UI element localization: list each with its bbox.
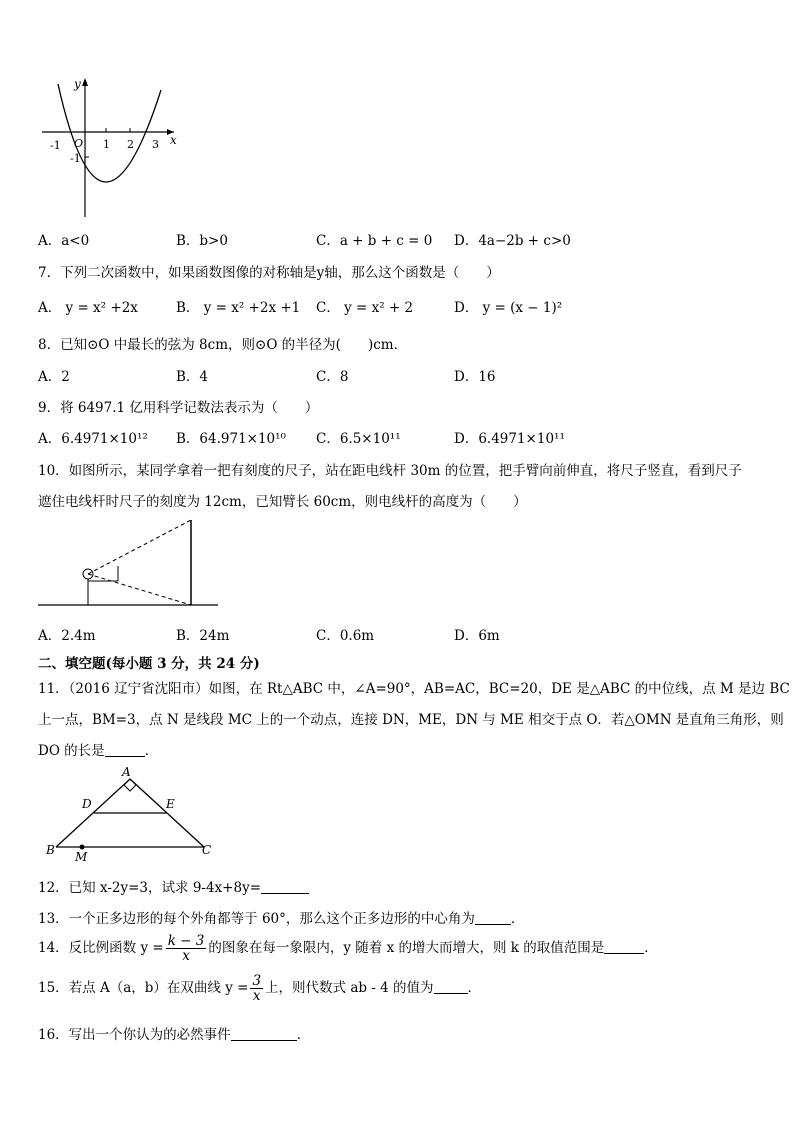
- q13-end: ．: [510, 911, 525, 927]
- q9-option-b: B．64.971×10¹⁰: [176, 431, 286, 447]
- label-b: B: [46, 843, 55, 857]
- graph-2-label: 2: [127, 138, 134, 151]
- q9-option-a: A．6.4971×10¹²: [38, 431, 148, 447]
- q8-option-d: D．16: [454, 369, 496, 385]
- q9-option-d: D．6.4971×10¹¹: [454, 431, 565, 447]
- q10-option-d: D．6m: [454, 628, 500, 644]
- q14-answer-blank[interactable]: [604, 939, 644, 954]
- q12-answer-blank[interactable]: [261, 879, 309, 894]
- triangle-figure: [44, 763, 216, 863]
- q14-fraction: [166, 934, 207, 963]
- pole-ruler-figure: [36, 518, 222, 610]
- label-e: E: [166, 797, 175, 811]
- graph-1-label: 1: [103, 138, 110, 151]
- label-a: A: [122, 765, 131, 779]
- q8-text: 8．已知⊙O 中最长的弦为 8cm，则⊙O 的半径为( )cm．: [38, 337, 408, 353]
- q11-line-2: 上一点，BM=3，点 N 是线段 MC 上的一个动点，连接 DN，ME，DN 与 ME 相交于点 O．若△OMN 是直角三角形，则: [38, 712, 784, 728]
- q11-line-1: 11．（2016 辽宁省沈阳市）如图，在 Rt△ABC 中，∠A=90°，AB=AC，BC=20，DE 是△ABC 的中位线，点 M 是边 BC: [38, 681, 790, 697]
- q15-prefix: 15．若点 A（a，b）在双曲线 y =: [38, 980, 249, 996]
- q6-option-c: C．a + b + c = 0: [316, 233, 433, 249]
- graph-3-label: 3: [152, 138, 159, 151]
- q9-text: 9．将 6497.1 亿用科学记数法表示为（ ）: [38, 400, 319, 416]
- graph-neg1-y-label: -1: [70, 152, 81, 165]
- q14-prefix: 14．反比例函数 y =: [38, 940, 164, 956]
- q7-option-d: D． y = (x − 1)²: [454, 300, 563, 316]
- q14-line: [38, 934, 658, 963]
- q15-line: [38, 974, 481, 1003]
- label-m: M: [75, 850, 88, 863]
- q16-end: ．: [296, 1027, 311, 1043]
- q15-end: ．: [467, 980, 482, 996]
- graph-y-label: y: [74, 77, 81, 91]
- q7-text: 7．下列二次函数中，如果函数图像的对称轴是y轴，那么这个函数是（ ）: [38, 265, 500, 281]
- q7-option-c: C． y = x² + 2: [316, 300, 414, 316]
- q10-option-b: B．24m: [176, 628, 230, 644]
- q14-frac-den: x: [182, 948, 190, 964]
- q15-answer-blank[interactable]: [434, 979, 468, 994]
- q10-line-2: 遮住电线杆时尺子的刻度为 12cm，已知臂长 60cm，则电线杆的高度为（ ）: [38, 494, 527, 510]
- q10-line-1: 10．如图所示，某同学拿着一把有刻度的尺子，站在距电线杆 30m 的位置，把手臂向前伸直，将尺子竖直，看到尺子: [38, 463, 742, 479]
- q14-end: ．: [644, 940, 658, 956]
- q6-option-b: B．b>0: [176, 233, 228, 249]
- section-heading: 二、填空题(每小题 3 分，共 24 分): [38, 656, 260, 672]
- q12-text: 12．已知 x-2y=3，试求 9-4x+8y=: [38, 880, 262, 896]
- q15-suffix: 上，则代数式 ab - 4 的值为: [265, 980, 434, 996]
- q13-line: [38, 907, 524, 927]
- q16-text: 16．写出一个你认为的必然事件: [38, 1027, 231, 1043]
- q13-answer-blank[interactable]: [475, 910, 511, 925]
- q11-answer-blank[interactable]: [105, 742, 145, 757]
- q15-fraction: [250, 974, 263, 1003]
- q13-text: 13．一个正多边形的每个外角都等于 60°，那么这个正多边形的中心角为: [38, 911, 475, 927]
- graph-origin-label: O: [74, 137, 84, 150]
- q11-line-3-text: DO 的长是: [38, 743, 105, 759]
- q8-option-a: A．2: [38, 369, 70, 385]
- q16-answer-blank[interactable]: [231, 1026, 297, 1041]
- q10-option-c: C．0.6m: [316, 628, 375, 644]
- q8-option-b: B．4: [176, 369, 209, 385]
- q15-frac-den: x: [252, 988, 261, 1004]
- graph-x-label: x: [170, 133, 177, 147]
- q6-option-a: A．a<0: [38, 233, 90, 249]
- q9-option-c: C．6.5×10¹¹: [316, 431, 401, 447]
- q11-line-3: [38, 739, 158, 759]
- parabola-graph: [36, 72, 196, 222]
- q7-option-a: A． y = x² +2x: [38, 300, 138, 316]
- q14-frac-num: k − 3: [167, 933, 205, 949]
- q16-line: [38, 1023, 310, 1043]
- q14-suffix: 的图象在每一象限内，y 随着 x 的增大而增大，则 k 的取值范围是: [208, 940, 605, 956]
- label-d: D: [82, 797, 92, 811]
- q10-option-a: A．2.4m: [38, 628, 96, 644]
- q12-line: [38, 876, 309, 896]
- label-c: C: [202, 843, 212, 857]
- q15-frac-num: 3: [252, 973, 262, 989]
- q8-option-c: C．8: [316, 369, 349, 385]
- q7-option-b: B． y = x² +2x +1: [176, 300, 301, 316]
- graph-neg1-x-label: -1: [50, 139, 61, 152]
- q11-line-3-end: ．: [144, 743, 159, 759]
- q6-option-d: D．4a−2b + c>0: [454, 233, 571, 249]
